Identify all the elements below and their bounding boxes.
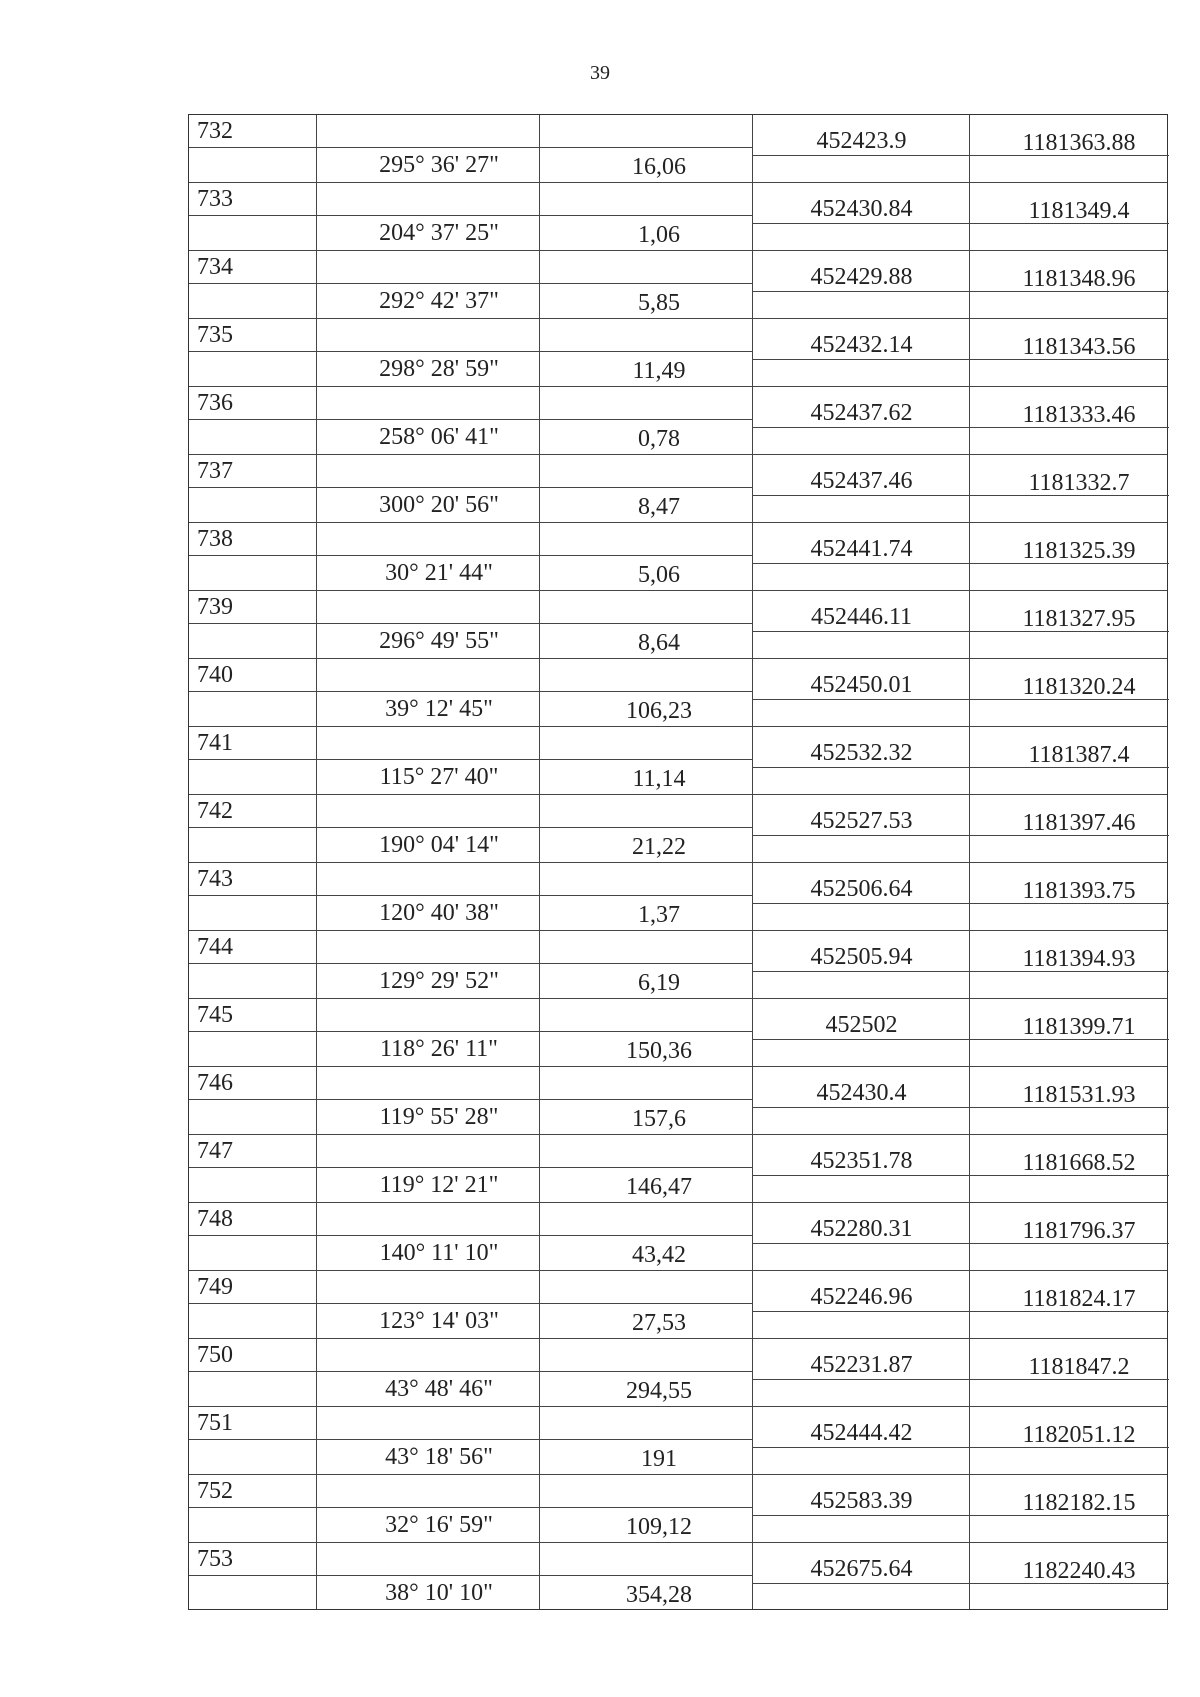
y-coordinate: 1182182.15 [1022, 1490, 1136, 1516]
y-coordinate: 1181333.46 [1022, 402, 1136, 428]
point-number: 750 [197, 1342, 233, 1368]
x-coordinate: 452502 [825, 1012, 898, 1038]
table-row [189, 319, 1167, 387]
distance-value: 106,23 [626, 698, 692, 724]
y-coordinate: 1181847.2 [1028, 1354, 1130, 1380]
row-divider [189, 759, 752, 760]
distance-value: 16,06 [632, 154, 686, 180]
direction-angle: 129° 29' 52" [379, 968, 499, 994]
x-coordinate: 452246.96 [810, 1284, 913, 1310]
direction-angle: 43° 18' 56" [385, 1444, 493, 1470]
table-row [189, 1407, 1167, 1475]
direction-angle: 119° 55' 28" [379, 1104, 499, 1130]
distance-value: 6,19 [638, 970, 680, 996]
direction-angle: 43° 48' 46" [385, 1376, 493, 1402]
y-coordinate: 1181327.95 [1022, 606, 1136, 632]
direction-angle: 298° 28' 59" [379, 356, 499, 382]
x-coordinate: 452583.39 [810, 1488, 913, 1514]
table-row [189, 387, 1167, 455]
x-coordinate: 452429.88 [810, 264, 913, 290]
x-coordinate: 452527.53 [810, 808, 913, 834]
table-row [189, 1271, 1167, 1339]
y-coordinate: 1181824.17 [1022, 1286, 1136, 1312]
x-coordinate: 452441.74 [810, 536, 913, 562]
point-number: 738 [197, 526, 233, 552]
distance-value: 21,22 [632, 834, 686, 860]
direction-angle: 32° 16' 59" [385, 1512, 493, 1538]
y-coordinate: 1181796.37 [1022, 1218, 1136, 1244]
table-row [189, 1339, 1167, 1407]
table-row [189, 1203, 1167, 1271]
y-coordinate: 1181349.4 [1028, 198, 1130, 224]
table-row [189, 455, 1167, 523]
row-divider [189, 487, 752, 488]
y-coordinate: 1181343.56 [1022, 334, 1136, 360]
y-coordinate: 1181320.24 [1022, 674, 1136, 700]
row-divider [189, 419, 752, 420]
row-divider [189, 215, 752, 216]
x-coordinate: 452423.9 [816, 128, 907, 154]
direction-angle: 140° 11' 10" [379, 1240, 499, 1266]
x-coordinate: 452446.11 [810, 604, 913, 630]
row-divider [189, 147, 752, 148]
x-coordinate: 452437.46 [810, 468, 913, 494]
x-coordinate: 452675.64 [810, 1556, 913, 1582]
table-row [189, 183, 1167, 251]
distance-value: 8,64 [638, 630, 680, 656]
table-row [189, 659, 1167, 727]
distance-value: 1,37 [638, 902, 680, 928]
point-number: 737 [197, 458, 233, 484]
row-divider [189, 1235, 752, 1236]
distance-value: 1,06 [638, 222, 680, 248]
row-divider [189, 895, 752, 896]
table-row [189, 115, 1167, 183]
point-number: 751 [197, 1410, 233, 1436]
point-number: 734 [197, 254, 233, 280]
distance-value: 109,12 [626, 1514, 692, 1540]
x-coordinate: 452231.87 [810, 1352, 913, 1378]
y-coordinate: 1182240.43 [1022, 1558, 1136, 1584]
direction-angle: 30° 21' 44" [385, 560, 493, 586]
point-number: 739 [197, 594, 233, 620]
row-divider [189, 1439, 752, 1440]
y-coordinate: 1181397.46 [1022, 810, 1136, 836]
distance-value: 5,06 [638, 562, 680, 588]
point-number: 736 [197, 390, 233, 416]
row-divider [189, 351, 752, 352]
point-number: 742 [197, 798, 233, 824]
row-divider [189, 827, 752, 828]
direction-angle: 119° 12' 21" [379, 1172, 499, 1198]
distance-value: 5,85 [638, 290, 680, 316]
row-divider [189, 555, 752, 556]
distance-value: 191 [641, 1446, 677, 1472]
x-coordinate: 452450.01 [810, 672, 913, 698]
page-number: 39 [590, 62, 610, 84]
row-divider [189, 963, 752, 964]
table-row [189, 591, 1167, 659]
table-row [189, 1135, 1167, 1203]
row-divider [189, 623, 752, 624]
row-divider [189, 691, 752, 692]
point-number: 733 [197, 186, 233, 212]
direction-angle: 204° 37' 25" [379, 220, 499, 246]
coordinates-table [188, 114, 1168, 1610]
direction-angle: 296° 49' 55" [379, 628, 499, 654]
point-number: 743 [197, 866, 233, 892]
x-coordinate: 452437.62 [810, 400, 913, 426]
distance-value: 157,6 [632, 1106, 686, 1132]
x-coordinate: 452505.94 [810, 944, 913, 970]
table-row [189, 795, 1167, 863]
y-coordinate: 1181348.96 [1022, 266, 1136, 292]
y-coordinate: 1181332.7 [1028, 470, 1130, 496]
x-coordinate: 452430.4 [816, 1080, 907, 1106]
row-divider [189, 1031, 752, 1032]
direction-angle: 39° 12' 45" [385, 696, 493, 722]
table-row [189, 863, 1167, 931]
y-coordinate: 1181399.71 [1022, 1014, 1136, 1040]
direction-angle: 295° 36' 27" [379, 152, 499, 178]
distance-value: 0,78 [638, 426, 680, 452]
direction-angle: 258° 06' 41" [379, 424, 499, 450]
table-row [189, 523, 1167, 591]
table-row [189, 1543, 1167, 1611]
distance-value: 11,14 [632, 766, 686, 792]
x-coordinate: 452430.84 [810, 196, 913, 222]
point-number: 732 [197, 118, 233, 144]
row-divider [189, 1507, 752, 1508]
point-number: 744 [197, 934, 233, 960]
x-coordinate: 452532.32 [810, 740, 913, 766]
point-number: 747 [197, 1138, 233, 1164]
y-coordinate: 1181394.93 [1022, 946, 1136, 972]
direction-angle: 123° 14' 03" [379, 1308, 499, 1334]
table-row [189, 931, 1167, 999]
table-row [189, 727, 1167, 795]
point-number: 741 [197, 730, 233, 756]
x-coordinate: 452351.78 [810, 1148, 913, 1174]
y-coordinate: 1181387.4 [1028, 742, 1130, 768]
y-coordinate: 1181393.75 [1022, 878, 1136, 904]
distance-value: 43,42 [632, 1242, 686, 1268]
direction-angle: 292° 42' 37" [379, 288, 499, 314]
point-number: 749 [197, 1274, 233, 1300]
direction-angle: 38° 10' 10" [385, 1580, 493, 1606]
y-coordinate: 1182051.12 [1022, 1422, 1136, 1448]
row-divider [189, 1099, 752, 1100]
row-divider [189, 1371, 752, 1372]
point-number: 753 [197, 1546, 233, 1572]
point-number: 740 [197, 662, 233, 688]
y-coordinate: 1181531.93 [1022, 1082, 1136, 1108]
point-number: 752 [197, 1478, 233, 1504]
distance-value: 27,53 [632, 1310, 686, 1336]
distance-value: 294,55 [626, 1378, 692, 1404]
point-number: 745 [197, 1002, 233, 1028]
distance-value: 354,28 [626, 1582, 692, 1608]
direction-angle: 115° 27' 40" [379, 764, 499, 790]
table-row [189, 251, 1167, 319]
row-divider [189, 283, 752, 284]
distance-value: 8,47 [638, 494, 680, 520]
x-coordinate: 452506.64 [810, 876, 913, 902]
point-number: 746 [197, 1070, 233, 1096]
distance-value: 11,49 [632, 358, 686, 384]
direction-angle: 118° 26' 11" [380, 1036, 498, 1062]
point-number: 735 [197, 322, 233, 348]
table-row [189, 1475, 1167, 1543]
x-coordinate: 452444.42 [810, 1420, 913, 1446]
direction-angle: 120° 40' 38" [379, 900, 499, 926]
row-divider [189, 1167, 752, 1168]
x-coordinate: 452432.14 [810, 332, 913, 358]
table-row [189, 999, 1167, 1067]
distance-value: 146,47 [626, 1174, 692, 1200]
point-number: 748 [197, 1206, 233, 1232]
y-coordinate: 1181668.52 [1022, 1150, 1136, 1176]
distance-value: 150,36 [626, 1038, 692, 1064]
y-coordinate: 1181363.88 [1022, 130, 1136, 156]
direction-angle: 300° 20' 56" [379, 492, 499, 518]
row-divider [189, 1575, 752, 1576]
direction-angle: 190° 04' 14" [379, 832, 499, 858]
y-coordinate: 1181325.39 [1022, 538, 1136, 564]
x-coordinate: 452280.31 [810, 1216, 913, 1242]
row-divider [189, 1303, 752, 1304]
table-row [189, 1067, 1167, 1135]
